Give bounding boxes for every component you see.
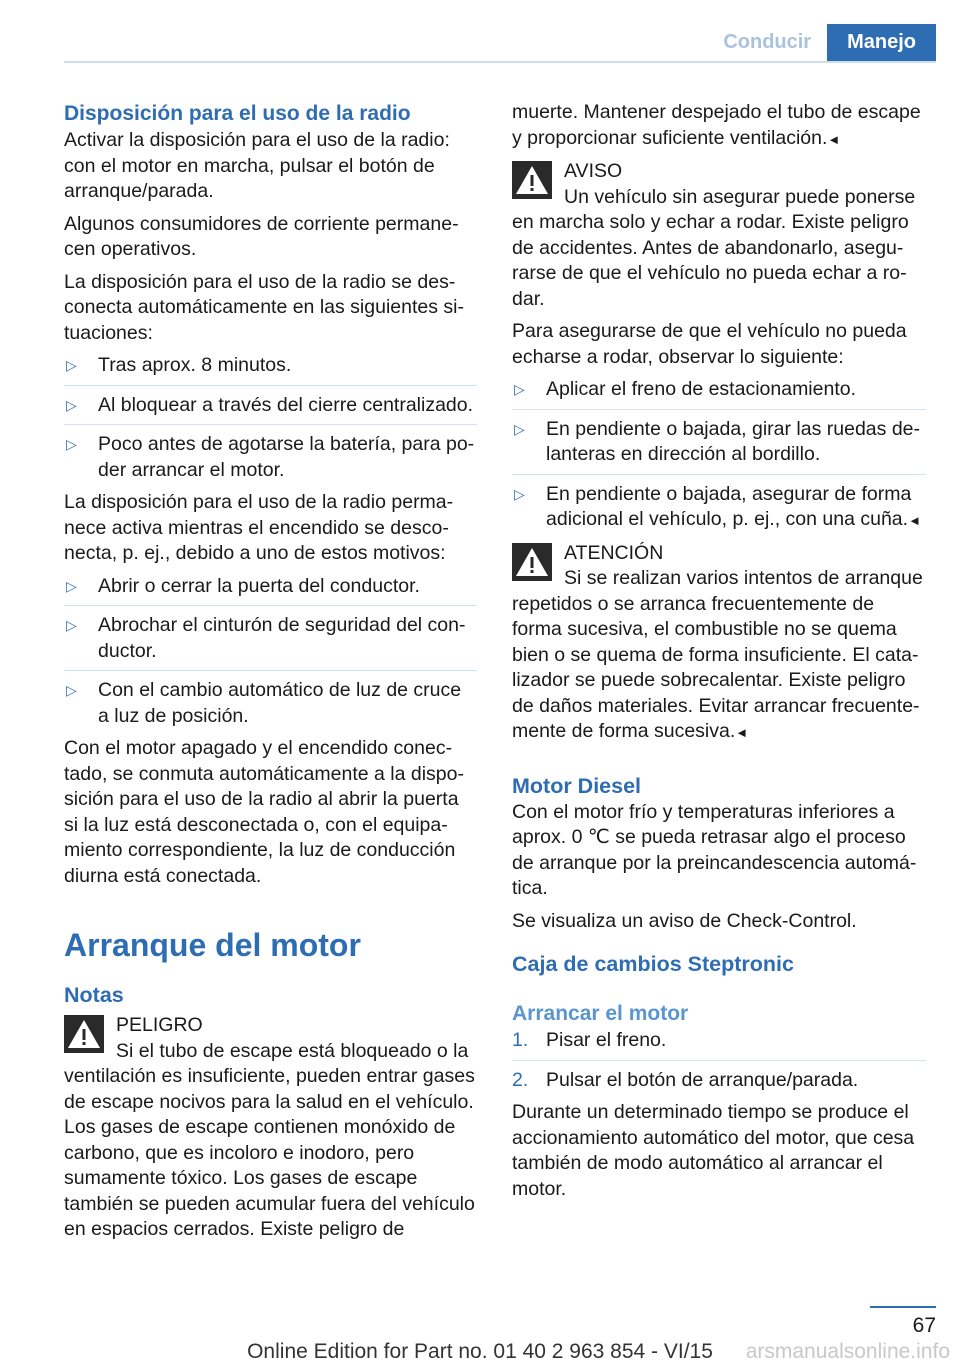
header-divider	[64, 61, 936, 63]
warning-title: ATENCIÓN	[564, 541, 664, 564]
arrancar-heading: Arrancar el motor	[512, 1002, 689, 1025]
warning-triangle-icon	[64, 1015, 104, 1053]
paragraph: Durante un determinado tiempo se produce el accionamiento automático del motor, que cesa también de modo automático al arrancar el motor.	[512, 1101, 915, 1200]
radio-section-heading: Disposición para el uso de la radio	[64, 102, 411, 125]
notas-heading: Notas	[64, 983, 124, 1007]
warning-text: Si se realizan varios intentos de arranque repetidos o se arranca frecuentemente de forma sucesiva, el combustible no se quema bien o se quema de forma insuficiente. El catalizador se puede sobrecalentar. Existe peligro de daños materiales. Evitar arrancar frecuentemente de forma sucesiva.	[512, 567, 923, 742]
warning-triangle-icon	[512, 543, 552, 581]
right-column	[512, 100, 926, 1209]
list-item: ▷ Abrir o cerrar la puerta del conductor.	[64, 574, 477, 607]
warning-title: PELIGRO	[116, 1014, 203, 1036]
list-item: ▷ Al bloquear a través del cierre centralizado.	[64, 393, 477, 426]
aviso-warning	[512, 159, 926, 312]
warning-title: AVISO	[564, 160, 623, 182]
paragraph: muerte. Mantener despejado el tubo de escape y proporcionar suficiente ventilación.◄	[512, 101, 921, 149]
list-item: ▷ Tras aprox. 8 minutos.	[64, 353, 477, 386]
steptronic-heading: Caja de cambios Steptronic	[512, 952, 794, 976]
page-number: 67	[912, 1314, 936, 1337]
bullet-arrow-icon: ▷	[66, 577, 77, 594]
list-item: ▷ Abrochar el cinturón de seguridad del conductor.	[64, 613, 477, 671]
paragraph: Se visualiza un aviso de Check-Control.	[512, 909, 857, 932]
arranque-heading: Arranque del motor	[64, 927, 361, 963]
list-item: ▷ Poco antes de agotarse la batería, para poder arrancar el motor.	[66, 433, 475, 481]
list-item: ▷ En pendiente o bajada, asegurar de forma adicional el vehículo, p. ej., con una cuña.◄	[514, 482, 921, 530]
paragraph: Para asegurarse de que el vehículo no pueda echarse a rodar, observar lo siguiente:	[512, 320, 907, 368]
step-number: 1.	[512, 1029, 529, 1051]
tab-conducir[interactable]: Conducir	[707, 24, 827, 61]
bullet-arrow-icon: ▷	[66, 357, 77, 373]
warning-text: Un vehículo sin asegurar puede ponerse en marcha solo y echar a rodar. Existe peligro de accidentes. Antes de abandonarlo, asegurarse de que el vehículo no pueda echar a rodar.	[512, 185, 916, 310]
bullet-arrow-icon: ▷	[66, 617, 77, 633]
bullet-arrow-icon: ▷	[514, 420, 525, 437]
paragraph: La disposición para el uso de la radio se desconecta automáticamente en las siguientes situaciones:	[64, 270, 464, 344]
peligro-warning	[64, 1013, 477, 1243]
radio-off-list	[64, 353, 477, 483]
list-item: ▷ En pendiente o bajada, girar las ruedas delanteras en dirección al bordillo.	[512, 417, 926, 475]
edition-footer: Online Edition for Part no. 01 40 2 963 854 - VI/15	[247, 1340, 713, 1363]
start-steps-list	[512, 1028, 926, 1093]
paragraph: Activar la disposición para el uso de la radio: con el motor en marcha, pulsar el botón de arranque/parada.	[64, 129, 450, 202]
list-item: ▷ Con el cambio automático de luz de cruce a luz de posición.	[66, 679, 462, 727]
tab-manejo[interactable]: Manejo	[827, 24, 936, 61]
list-item: ▷ Aplicar el freno de estacionamiento.	[512, 377, 926, 410]
paragraph: Con el motor frío y temperaturas inferiores a aprox. 0 ℃ se pueda retrasar algo el proceso de arranque por la preincandescencia automática.	[512, 800, 917, 899]
diesel-heading: Motor Diesel	[512, 773, 642, 798]
paragraph: La disposición para el uso de la radio permanece activa mientras el encendido se desconecta, p. ej., debido a uno de estos motivos:	[64, 491, 454, 564]
bullet-arrow-icon: ▷	[66, 396, 77, 413]
secure-vehicle-list	[512, 377, 926, 534]
header-tabs	[707, 24, 936, 61]
watermark: arsmanualsonline.info	[745, 1340, 950, 1363]
end-mark-icon: ◄	[908, 513, 921, 528]
footer-divider	[870, 1306, 936, 1308]
bullet-arrow-icon: ▷	[66, 436, 77, 452]
atencion-warning	[512, 541, 926, 746]
bullet-arrow-icon: ▷	[514, 381, 525, 397]
list-item: 1. Pisar el freno.	[512, 1028, 926, 1061]
left-column	[64, 100, 477, 1250]
radio-on-list	[64, 574, 477, 730]
list-item: 2. Pulsar el botón de arranque/parada.	[512, 1068, 926, 1094]
bullet-arrow-icon: ▷	[66, 682, 77, 698]
paragraph: Algunos consumidores de corriente permanecen operativos.	[64, 212, 459, 260]
warning-text: Si el tubo de escape está bloqueado o la ventilación es insuficiente, pueden entrar gases de escape nocivos para la salud en el vehículo. Los gases de escape contienen monóxido de carbono, que es incoloro e inodoro, pero sumamente tóxico. Los gases de escape también se pueden acumular fuera del vehículo en espacios cerrados. Existe peligro de	[64, 1039, 475, 1240]
end-mark-icon: ◄	[827, 131, 841, 147]
step-number: 2.	[512, 1068, 529, 1091]
warning-triangle-icon	[512, 161, 552, 199]
end-mark-icon: ◄	[735, 725, 749, 740]
paragraph: Con el motor apagado y el encendido conectado, se conmuta automáticamente a la disposición para el uso de la radio al abrir la puerta si la luz está desconectada o, con el equipamiento correspondiente, la luz de conducción diurna está conectada.	[64, 737, 464, 887]
bullet-arrow-icon: ▷	[514, 485, 525, 502]
